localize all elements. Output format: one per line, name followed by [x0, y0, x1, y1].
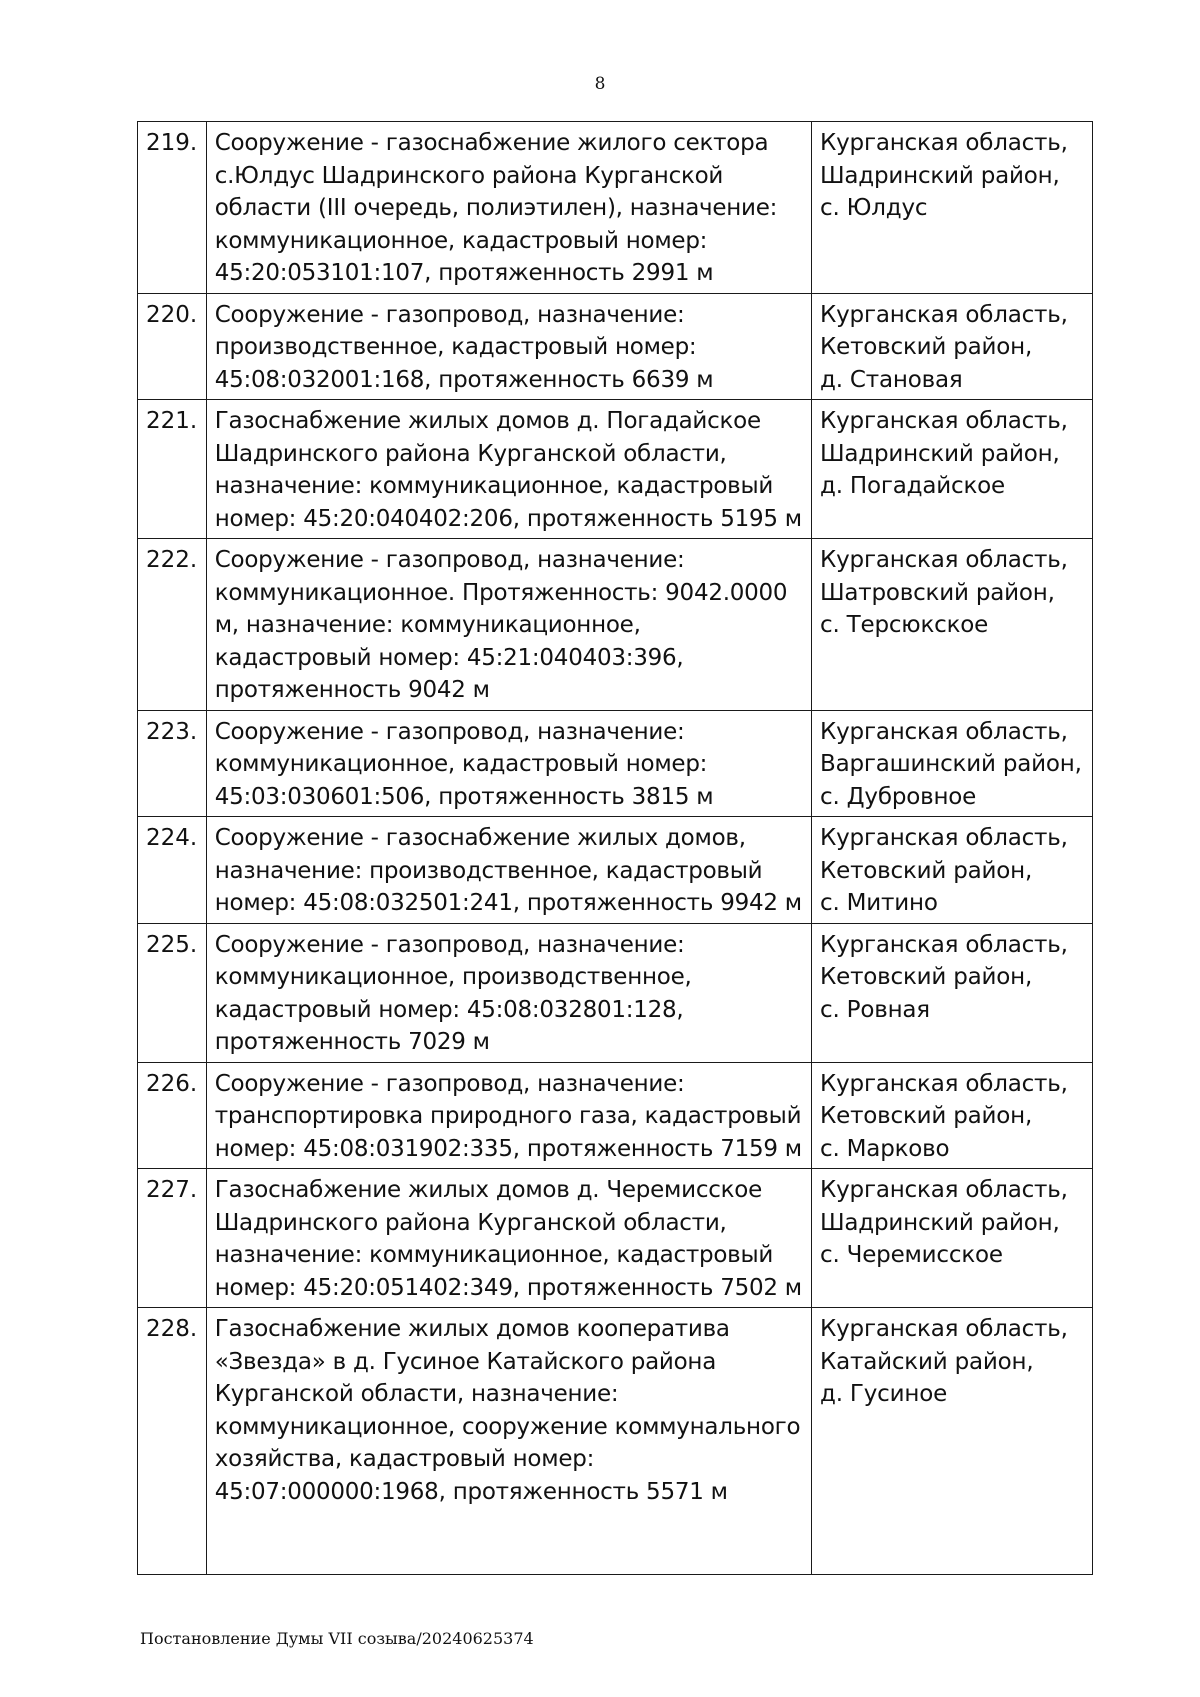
address-district: Шадринский район,	[820, 440, 1060, 467]
address-district: Кетовский район,	[820, 1103, 1033, 1129]
row-number: 223.	[138, 710, 207, 817]
address-district: Шатровский район,	[820, 579, 1055, 606]
address-locality: д. Погадайское	[820, 473, 1005, 499]
table-row	[138, 293, 1093, 400]
table-row	[138, 817, 1093, 924]
address-locality: с. Дубровное	[820, 783, 977, 810]
page-number: 8	[594, 74, 606, 94]
row-number: 227.	[138, 1169, 207, 1308]
address-region: Курганская область,	[820, 130, 1068, 156]
object-description: Сооружение - газопровод, назначение: коммуникационное. Протяженность: 9042.0000 м, назначение: коммуникационное, кадастровый номер: 45:21:040403:396, протяженность 9042 м	[206, 539, 811, 711]
table-row	[138, 1169, 1093, 1308]
address-district: Кетовский район,	[820, 964, 1033, 990]
address-region: Курганская область,	[820, 1070, 1068, 1097]
address-locality: с. Ровная	[820, 996, 930, 1023]
row-number: 220.	[138, 293, 207, 400]
object-description: Газоснабжение жилых домов д. Черемисское Шадринского района Курганской области, назначение: коммуникационное, кадастровый номер: 45:20:051402:349, протяженность 7502 м	[206, 1169, 811, 1308]
address-region: Курганская область,	[820, 547, 1068, 573]
address-locality: с. Марково	[820, 1135, 950, 1162]
table-row	[138, 122, 1093, 294]
address-locality: с. Юлдус	[820, 195, 928, 221]
row-number: 226.	[138, 1062, 207, 1169]
table-row	[138, 1308, 1093, 1575]
object-description: Газоснабжение жилых домов кооператива «Звезда» в д. Гусиное Катайского района Курганской области, назначение: коммуникационное, сооружение коммунального хозяйства, кадастровый номер: 45:07:000000:1968, протяженность 5571 м	[206, 1308, 811, 1575]
table-row	[138, 710, 1093, 817]
object-description: Сооружение - газопровод, назначение: коммуникационное, производственное, кадастровый номер: 45:08:032801:128, протяженность 7029 м	[206, 923, 811, 1062]
object-description: Сооружение - газопровод, назначение: транспортировка природного газа, кадастровый номер: 45:08:031902:335, протяженность 7159 м	[206, 1062, 811, 1169]
object-address	[812, 1308, 1093, 1575]
row-number: 225.	[138, 923, 207, 1062]
object-address	[812, 710, 1093, 817]
address-locality: с. Митино	[820, 890, 938, 916]
address-district: Кетовский район,	[820, 334, 1033, 360]
address-district: Шадринский район,	[820, 1209, 1060, 1236]
row-number: 219.	[138, 122, 207, 294]
address-region: Курганская область,	[820, 301, 1068, 328]
address-region: Курганская область,	[820, 718, 1068, 745]
address-district: Катайский район,	[820, 1348, 1034, 1375]
address-locality: с. Терсюкское	[820, 612, 989, 638]
address-locality: д. Становая	[820, 366, 963, 393]
address-region: Курганская область,	[820, 825, 1068, 851]
object-address	[812, 122, 1093, 294]
row-number: 224.	[138, 817, 207, 924]
property-table	[137, 121, 1093, 1575]
table-row	[138, 923, 1093, 1062]
table-row	[138, 1062, 1093, 1169]
object-address	[812, 539, 1093, 711]
object-description: Сооружение - газопровод, назначение: коммуникационное, кадастровый номер: 45:03:030601:506, протяженность 3815 м	[206, 710, 811, 817]
object-address	[812, 1169, 1093, 1308]
address-region: Курганская область,	[820, 408, 1068, 434]
document-footer: Постановление Думы VII созыва/20240625374	[140, 1629, 534, 1648]
address-district: Варгашинский район,	[820, 751, 1082, 777]
address-locality: с. Черемисское	[820, 1242, 1003, 1268]
row-number: 222.	[138, 539, 207, 711]
table-row	[138, 400, 1093, 539]
row-number: 221.	[138, 400, 207, 539]
address-region: Курганская область,	[820, 1316, 1068, 1342]
address-locality: д. Гусиное	[820, 1381, 948, 1407]
row-number: 228.	[138, 1308, 207, 1575]
object-description: Сооружение - газоснабжение жилых домов, назначение: производственное, кадастровый номер: 45:08:032501:241, протяженность 9942 м	[206, 817, 811, 924]
address-region: Курганская область,	[820, 1177, 1068, 1203]
address-region: Курганская область,	[820, 931, 1068, 958]
table-row	[138, 539, 1093, 711]
object-address	[812, 923, 1093, 1062]
object-address	[812, 1062, 1093, 1169]
object-description: Газоснабжение жилых домов д. Погадайское Шадринского района Курганской области, назначение: коммуникационное, кадастровый номер: 45:20:040402:206, протяженность 5195 м	[206, 400, 811, 539]
address-district: Кетовский район,	[820, 857, 1033, 884]
object-address	[812, 293, 1093, 400]
address-district: Шадринский район,	[820, 162, 1060, 189]
object-description: Сооружение - газопровод, назначение: производственное, кадастровый номер: 45:08:032001:168, протяженность 6639 м	[206, 293, 811, 400]
object-address	[812, 817, 1093, 924]
object-description: Сооружение - газоснабжение жилого сектора с.Юлдус Шадринского района Курганской области (III очередь, полиэтилен), назначение: коммуникационное, кадастровый номер: 45:20:053101:107, протяженность 2991 м	[206, 122, 811, 294]
object-address	[812, 400, 1093, 539]
